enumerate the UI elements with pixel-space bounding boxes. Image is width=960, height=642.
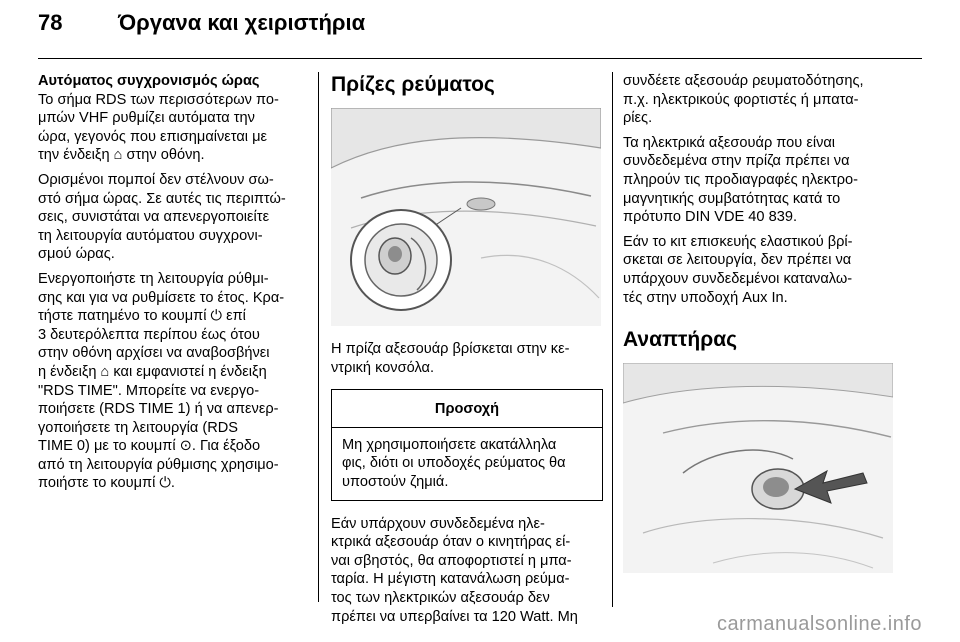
text-line: Η πρίζα αξεσουάρ βρίσκεται στην κε- xyxy=(331,341,570,357)
text-line: ντρική κονσόλα. xyxy=(331,359,435,376)
text-line: φις, διότι οι υποδοχές ρεύματος θα xyxy=(342,455,566,472)
text-line: Ορισμένοι πομποί δεν στέλνουν σω- xyxy=(38,171,274,188)
paragraph xyxy=(38,91,310,165)
column-3 xyxy=(623,72,923,573)
text-line: σμού ώρας. xyxy=(38,246,115,263)
text-line: συνδεδεμένα στην πρίζα πρέπει να xyxy=(623,153,850,170)
cigarette-lighter-drawing xyxy=(623,363,893,573)
text-line: "RDS TIME". Μπορείτε να ενεργο- xyxy=(38,382,260,399)
text-line: η ένδειξη ⌂ και εμφανιστεί η ένδειξη xyxy=(38,363,267,380)
paragraph xyxy=(38,171,310,264)
text-line: την ένδειξη ⌂ στην οθόνη. xyxy=(38,147,205,164)
warning-title: Προσοχή xyxy=(332,390,602,428)
text-line: Εάν το κιτ επισκευής ελαστικού βρί- xyxy=(623,233,853,250)
text-line: συνδέετε αξεσουάρ ρευματοδότησης, xyxy=(623,73,864,89)
header-divider xyxy=(38,58,922,59)
text-line: υποστούν ζημιά. xyxy=(342,473,449,490)
column-2 xyxy=(331,72,603,632)
text-line: Μη χρησιμοποιήσετε ακατάλληλα xyxy=(342,436,557,453)
cigarette-lighter-illustration xyxy=(623,363,893,573)
page-title: Όργανα και χειριστήρια xyxy=(118,10,366,35)
text-line: υπάρχουν συνδεδεμένοι καταναλω- xyxy=(623,270,853,287)
text-line: στην οθόνη αρχίσει να αναβοσβήνει xyxy=(38,345,270,362)
text-line: μπών VHF ρυθμίζει αυτόματα την xyxy=(38,110,255,127)
page-number: 78 xyxy=(38,10,63,35)
text-line: κτρικά αξεσουάρ όταν ο κινητήρας εί- xyxy=(331,534,571,551)
text-line: σεις, συνιστάται να απενεργοποιείτε xyxy=(38,209,270,226)
text-line: μαγνητικής συμβατότητας κατά το xyxy=(623,190,841,207)
text-line: γοποιήσετε τη λειτουργία (RDS xyxy=(38,419,239,436)
text-line: Ενεργοποιήστε τη λειτουργία ρύθμι- xyxy=(38,270,269,287)
text-line: ποιήστε το κουμπί ⏻. xyxy=(38,475,175,492)
warning-body xyxy=(332,428,602,500)
text-line: στό σήμα ώρας. Σε αυτές τις περιπτώ- xyxy=(38,190,286,207)
text-line: Εάν υπάρχουν συνδεδεμένα ηλε- xyxy=(331,515,545,532)
text-line: πληρούν τις προδιαγραφές ηλεκτρο- xyxy=(623,171,858,188)
power-outlet-drawing xyxy=(331,108,601,326)
text-line: ποιήσετε (RDS TIME 1) ή να απενερ- xyxy=(38,401,279,418)
column-divider-1 xyxy=(318,72,319,602)
power-outlet-illustration xyxy=(331,108,601,326)
caption xyxy=(331,340,603,377)
paragraph xyxy=(38,270,310,493)
text-line: ναι σβηστός, θα αποφορτιστεί η μπα- xyxy=(331,552,572,569)
text-line: Το σήμα RDS των περισσότερων πο- xyxy=(38,91,279,108)
page-header xyxy=(38,10,365,50)
text-line: ρίες. xyxy=(623,110,653,127)
text-line: Τα ηλεκτρικά αξεσουάρ που είναι xyxy=(623,134,836,151)
text-line: TIME 0) με το κουμπί ⊙. Για έξοδο xyxy=(38,438,261,455)
column-1 xyxy=(38,72,310,499)
paragraph xyxy=(623,72,923,128)
text-line: π.χ. ηλεκτρικούς φορτιστές ή μπατα- xyxy=(623,91,859,108)
text-line: τήστε πατημένο το κουμπί ⏻ επί xyxy=(38,308,246,325)
text-line: τές στην υποδοχή Aux In. xyxy=(623,289,788,306)
section-heading: Πρίζες ρεύματος xyxy=(331,73,495,96)
text-line: ώρα, γεγονός που επισημαίνεται με xyxy=(38,128,268,145)
paragraph xyxy=(623,134,923,227)
text-line: πρέπει να υπερβαίνει τα 120 Watt. Μη xyxy=(331,608,578,625)
paragraph xyxy=(623,233,923,307)
text-line: πρότυπο DIN VDE 40 839. xyxy=(623,209,797,226)
text-line: ταρία. Η μέγιστη κατανάλωση ρεύμα- xyxy=(331,571,570,588)
text-line: σκεται σε λειτουργία, δεν πρέπει να xyxy=(623,252,852,269)
section-subheading: Αυτόματος συγχρονισμός ώρας xyxy=(38,73,260,89)
text-line: από τη λειτουργία ρύθμισης χρησιμο- xyxy=(38,456,279,473)
text-line: τος των ηλεκτρικών αξεσουάρ δεν xyxy=(331,589,550,606)
paragraph xyxy=(331,515,603,627)
watermark: carmanualsonline.info xyxy=(716,613,922,635)
text-line: 3 δευτερόλεπτα περίπου έως ότου xyxy=(38,326,260,343)
warning-box xyxy=(331,389,603,500)
text-line: σης και για να ρυθμίσετε το έτος. Κρα- xyxy=(38,289,285,306)
section-heading: Αναπτήρας xyxy=(623,328,738,352)
column-divider-2 xyxy=(612,72,613,607)
text-line: τη λειτουργία αυτόματου συγχρονι- xyxy=(38,227,263,244)
